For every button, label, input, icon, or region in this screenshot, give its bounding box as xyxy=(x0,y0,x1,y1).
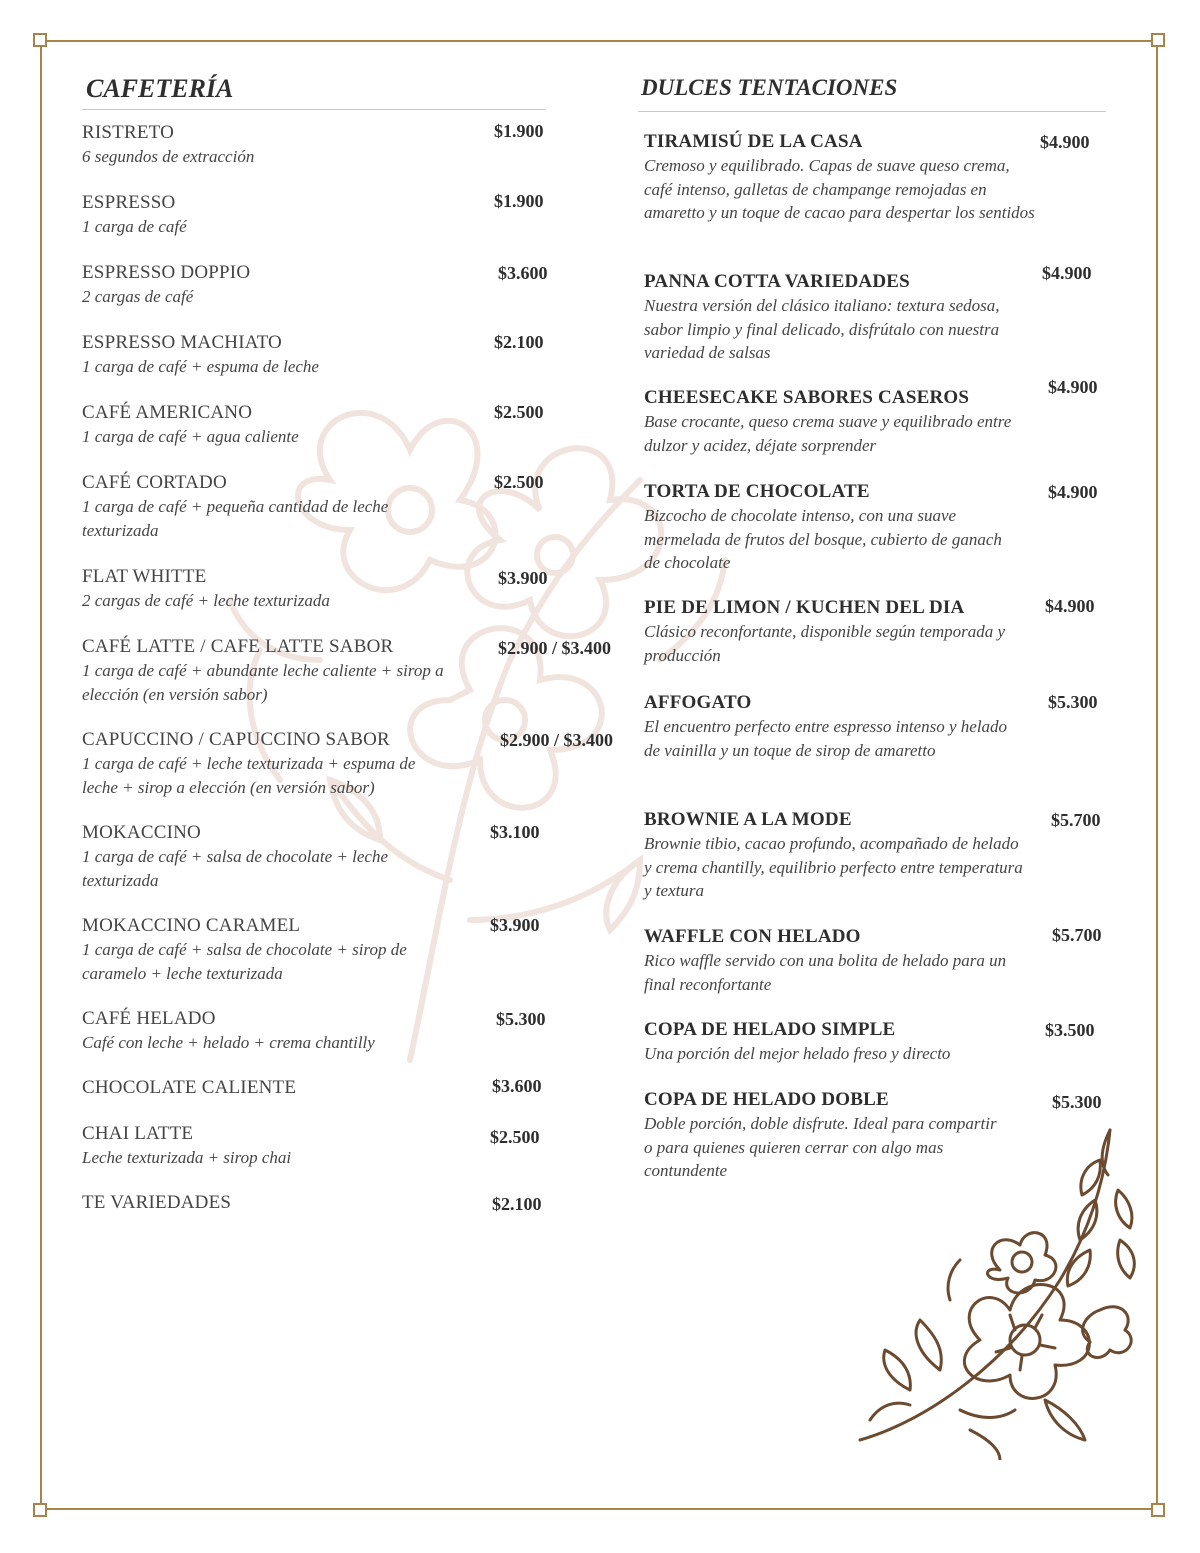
item-price: $2.500 xyxy=(494,402,544,422)
item-price: $1.900 xyxy=(494,191,544,211)
item-price: $5.700 xyxy=(1052,925,1102,945)
item-name: ESPRESSO DOPPIO xyxy=(82,262,251,283)
item-name: CAFÉ HELADO xyxy=(82,1008,216,1029)
list-item xyxy=(82,261,482,309)
item-name: ESPRESSO xyxy=(82,192,176,213)
item-price: $2.500 xyxy=(490,1127,540,1147)
list-item xyxy=(644,691,1014,762)
corner-ornament xyxy=(1151,33,1165,47)
item-description: Nuestra versión del clásico italiano: textura sedosa, sabor limpio y final delicado, disfrútalo con nuestra variedad de salsas xyxy=(644,296,1000,362)
cafeteria-title: CAFETERÍA xyxy=(86,74,234,103)
list-item xyxy=(82,471,452,542)
item-price: $3.900 xyxy=(498,568,548,588)
item-name: CAFÉ AMERICANO xyxy=(82,402,253,423)
item-price: $2.500 xyxy=(494,472,544,492)
list-item xyxy=(644,1018,1024,1066)
list-item xyxy=(644,130,1039,225)
item-description: 1 carga de café + espuma de leche xyxy=(82,357,319,376)
item-name: BROWNIE A LA MODE xyxy=(644,809,852,830)
item-name: CHOCOLATE CALIENTE xyxy=(82,1077,297,1098)
item-name: CHEESECAKE SABORES CASEROS xyxy=(644,387,970,408)
item-description: Doble porción, doble disfrute. Ideal para compartir o para quienes quieren cerrar con algo mas contundente xyxy=(644,1114,997,1180)
item-price: $1.900 xyxy=(494,121,544,141)
item-price: $2.900 / $3.400 xyxy=(500,730,614,750)
item-name: COPA DE HELADO DOBLE xyxy=(644,1089,889,1110)
item-price: $3.600 xyxy=(498,263,548,283)
item-price: $2.100 xyxy=(494,332,544,352)
list-item xyxy=(644,596,1044,667)
item-name: RISTRETO xyxy=(82,122,175,143)
item-description: 6 segundos de extracción xyxy=(82,147,255,166)
item-price: $3.100 xyxy=(490,822,540,842)
item-price: $4.900 xyxy=(1042,263,1092,283)
corner-ornament xyxy=(1151,1503,1165,1517)
list-item xyxy=(644,480,1014,575)
list-item xyxy=(82,1191,482,1215)
list-item xyxy=(82,191,482,239)
item-price: $5.300 xyxy=(1048,692,1098,712)
item-description: Bizcocho de chocolate intenso, con una suave mermelada de frutos del bosque, cubierto de ganach de chocolate xyxy=(644,506,1002,572)
item-name: COPA DE HELADO SIMPLE xyxy=(644,1019,896,1040)
item-description: 1 carga de café + agua caliente xyxy=(82,427,299,446)
list-item xyxy=(644,270,1029,365)
item-name: WAFFLE CON HELADO xyxy=(644,926,861,947)
item-name: AFFOGATO xyxy=(644,692,752,713)
item-name: TE VARIEDADES xyxy=(82,1192,232,1213)
item-price: $3.500 xyxy=(1045,1020,1095,1040)
item-price: $3.600 xyxy=(492,1076,542,1096)
section-divider xyxy=(82,109,545,110)
item-price: $4.900 xyxy=(1045,596,1095,616)
list-item xyxy=(82,728,452,799)
list-item xyxy=(82,914,472,985)
item-description: Una porción del mejor helado freso y directo xyxy=(644,1044,951,1063)
item-description: Cremoso y equilibrado. Capas de suave queso crema, café intenso, galletas de champange remojadas en amaretto y un toque de cacao para despertar los sentidos xyxy=(644,156,1035,222)
item-description: 1 carga de café xyxy=(82,217,187,236)
list-item xyxy=(82,401,482,449)
item-name: TORTA DE CHOCOLATE xyxy=(644,481,870,502)
item-price: $5.300 xyxy=(1052,1092,1102,1112)
item-description: Leche texturizada + sirop chai xyxy=(82,1148,292,1167)
item-description: Café con leche + helado + crema chantilly xyxy=(82,1033,375,1052)
list-item xyxy=(82,565,482,613)
list-item xyxy=(82,1122,482,1170)
item-name: CHAI LATTE xyxy=(82,1123,194,1144)
item-price: $4.900 xyxy=(1048,482,1098,502)
item-description: 2 cargas de café + leche texturizada xyxy=(82,591,330,610)
list-item xyxy=(82,121,482,169)
section-divider xyxy=(638,111,1106,112)
list-item xyxy=(82,821,452,892)
dulces-title: DULCES TENTACIONES xyxy=(641,75,898,100)
item-price: $3.900 xyxy=(490,915,540,935)
list-item xyxy=(82,1007,482,1055)
item-name: CAPUCCINO / CAPUCCINO SABOR xyxy=(82,729,390,750)
corner-ornament xyxy=(33,33,47,47)
item-name: MOKACCINO xyxy=(82,822,201,843)
item-description: 1 carga de café + salsa de chocolate + sirop de caramelo + leche texturizada xyxy=(82,940,407,983)
item-name: MOKACCINO CARAMEL xyxy=(82,915,301,936)
item-name: CAFÉ LATTE / CAFE LATTE SABOR xyxy=(82,636,394,657)
list-item xyxy=(644,386,1044,457)
item-description: El encuentro perfecto entre espresso intenso y helado de vainilla y un toque de sirop de amaretto xyxy=(644,717,1008,760)
item-price: $5.300 xyxy=(496,1009,546,1029)
list-item xyxy=(82,1076,482,1100)
item-name: PIE DE LIMON / KUCHEN DEL DIA xyxy=(644,597,965,618)
item-price: $2.900 / $3.400 xyxy=(498,638,612,658)
item-description: 1 carga de café + salsa de chocolate + leche texturizada xyxy=(82,847,389,890)
list-item xyxy=(82,331,482,379)
item-description: 1 carga de café + pequeña cantidad de leche texturizada xyxy=(82,497,389,540)
list-item xyxy=(644,1088,1009,1183)
item-price: $4.900 xyxy=(1048,377,1098,397)
list-item xyxy=(82,635,452,706)
list-item xyxy=(644,808,1029,903)
corner-ornament xyxy=(33,1503,47,1517)
item-description: Rico waffle servido con una bolita de helado para un final reconfortante xyxy=(644,951,1007,994)
item-description: Clásico reconfortante, disponible según temporada y producción xyxy=(644,622,1006,665)
item-price: $5.700 xyxy=(1051,810,1101,830)
item-description: 2 cargas de café xyxy=(82,287,194,306)
item-name: PANNA COTTA VARIEDADES xyxy=(644,271,910,292)
item-name: FLAT WHITTE xyxy=(82,566,207,587)
item-description: Base crocante, queso crema suave y equilibrado entre dulzor y acidez, déjate sorprender xyxy=(644,412,1012,455)
list-item xyxy=(644,925,1014,996)
item-name: ESPRESSO MACHIATO xyxy=(82,332,282,353)
item-description: 1 carga de café + abundante leche caliente + sirop a elección (en versión sabor) xyxy=(82,661,444,704)
item-name: TIRAMISÚ DE LA CASA xyxy=(644,131,863,152)
item-description: 1 carga de café + leche texturizada + espuma de leche + sirop a elección (en versión sabor) xyxy=(82,754,416,797)
item-price: $4.900 xyxy=(1040,132,1090,152)
item-description: Brownie tibio, cacao profundo, acompañado de helado y crema chantilly, equilibrio perfecto entre temperatura y textura xyxy=(644,834,1023,900)
item-name: CAFÉ CORTADO xyxy=(82,472,227,493)
item-price: $2.100 xyxy=(492,1194,542,1214)
